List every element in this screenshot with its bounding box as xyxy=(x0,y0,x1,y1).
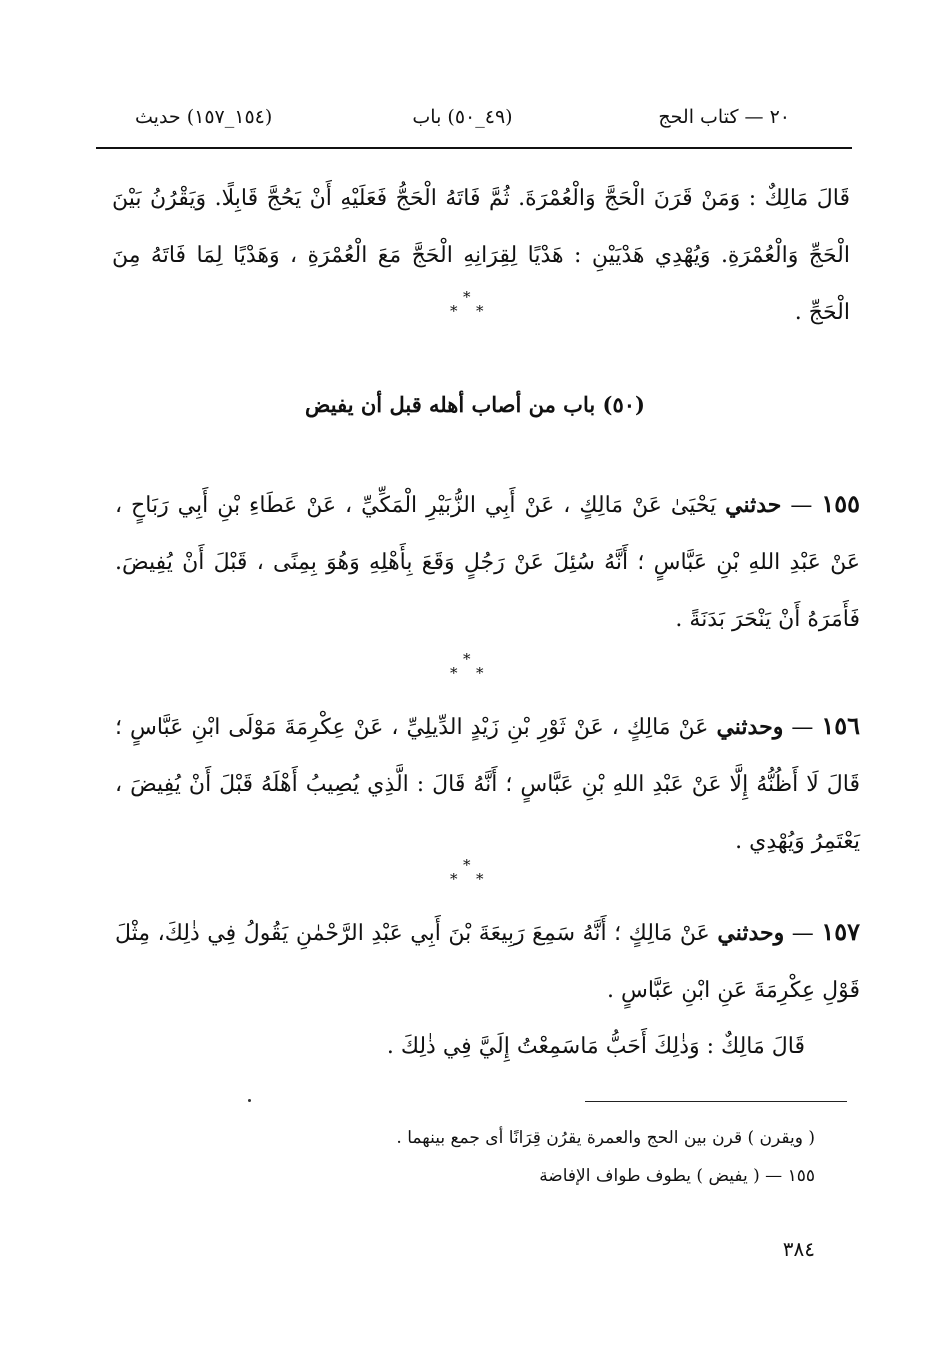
star-icon: * xyxy=(450,664,458,682)
hadith-text: عَنْ مَالِكٍ ؛ أَنَّهُ سَمِعَ رَبِيعَةَ بْنَ أَبِي عَبْدِ الرَّحْمٰنِ يَقُولُ فِي ذٰلِكَ، مِثْلَ قَوْلِ عِكْرِمَةَ عَنِ ابْنِ عَبَّاسٍ . xyxy=(115,921,860,1003)
stray-dot xyxy=(248,1099,251,1102)
footnote: ( ويقرن ) قرن بين الحج والعمرة يقرُن قِرَانًا أى جمع بينهما . xyxy=(396,1128,815,1148)
stars-ornament xyxy=(440,290,500,324)
hadith-keyword: وحدثني xyxy=(716,714,784,740)
stars-ornament xyxy=(440,858,500,892)
hadith-keyword: وحدثني xyxy=(717,920,785,946)
star-icon: * xyxy=(450,870,458,888)
star-icon: * xyxy=(476,870,484,888)
dash: — xyxy=(783,715,814,740)
hadith-156 xyxy=(115,697,860,870)
hadith-text: عَنْ مَالِكٍ ، عَنْ ثَوْرِ بْنِ زَيْدٍ الدِّيلِيِّ ، عَنْ عِكْرِمَةَ مَوْلَى ابْنِ عَبَّاسٍ ؛ قَالَ لَا أَظُنُّهُ إِلَّا عَنْ عَبْدِ اللهِ بْنِ عَبَّاسٍ ؛ أَنَّهُ قَالَ : الَّذِي يُصِيبُ أَهْلَهُ قَبْلَ أَنْ يُفِيضَ ، يَعْتَمِرُ وَيُهْدِي . xyxy=(115,715,860,854)
star-icon: * xyxy=(463,288,471,306)
hadith-155 xyxy=(115,475,860,648)
star-icon: * xyxy=(476,664,484,682)
star-icon: * xyxy=(463,856,471,874)
header-rule xyxy=(96,147,852,149)
hadith-keyword: حدثني xyxy=(725,492,782,518)
hadith-number: ١٥٥ xyxy=(821,489,860,518)
footnote-rule xyxy=(585,1101,847,1102)
footnote: ١٥٥ — ( يفيض ) يطوف طواف الإفاضة xyxy=(539,1166,815,1186)
dash: — xyxy=(784,921,814,946)
hadith-number: ١٥٧ xyxy=(821,917,860,946)
dash: — xyxy=(781,493,813,518)
star-icon: * xyxy=(476,302,484,320)
header-chapter-range: (٤٩_٥٠) باب xyxy=(412,106,513,128)
header-hadith-range: (١٥٤_١٥٧) حديث xyxy=(135,106,273,128)
hadith-157 xyxy=(115,903,860,1019)
intro-paragraph: قَالَ مَالِكٌ : وَمَنْ قَرَنَ الْحَجَّ وَالْعُمْرَةَ. ثُمَّ فَاتَهُ الْحَجُّ فَعَلَيْهِ أَنْ يَحُجَّ قَابِلًا. وَيَقْرُنُ بَيْنَ الْحَجِّ وَالْعُمْرَةِ. وَيُهْدِي هَدْيَيْنِ : هَدْيًا لِقِرَانِهِ الْحَجَّ مَعَ الْعُمْرَةِ ، وَهَدْيًا لِمَا فَاتَهُ مِنَ الْحَجِّ . xyxy=(112,186,850,325)
hadith-number: ١٥٦ xyxy=(821,711,861,740)
page-number: ٣٨٤ xyxy=(782,1237,815,1261)
star-icon: * xyxy=(450,302,458,320)
hadith-text: يَحْيَىٰ عَنْ مَالِكٍ ، عَنْ أَبِي الزُّبَيْرِ الْمَكِّيِّ ، عَنْ عَطَاءِ بْنِ أَبِي رَبَاحٍ ، عَنْ عَبْدِ اللهِ بْنِ عَبَّاسٍ ؛ أَنَّهُ سُئِلَ عَنْ رَجُلٍ وَقَعَ بِأَهْلِهِ وَهُوَ بِمِنًى ، قَبْلَ أَنْ يُفِيضَ. فَأَمَرَهُ أَنْ يَنْحَرَ بَدَنَةً . xyxy=(115,493,860,632)
star-icon: * xyxy=(463,650,471,668)
closing-paragraph: قَالَ مَالِكٌ : وَذٰلِكَ أَحَبُّ مَاسَمِعْتُ إِلَيَّ فِي ذٰلِكَ . xyxy=(386,1034,805,1059)
stars-ornament xyxy=(440,652,500,686)
section-title: (٥٠) باب من أصاب أهله قبل أن يفيض xyxy=(305,392,645,417)
header-book-title: ٢٠ — كتاب الحج xyxy=(658,106,790,128)
running-header xyxy=(135,106,790,140)
